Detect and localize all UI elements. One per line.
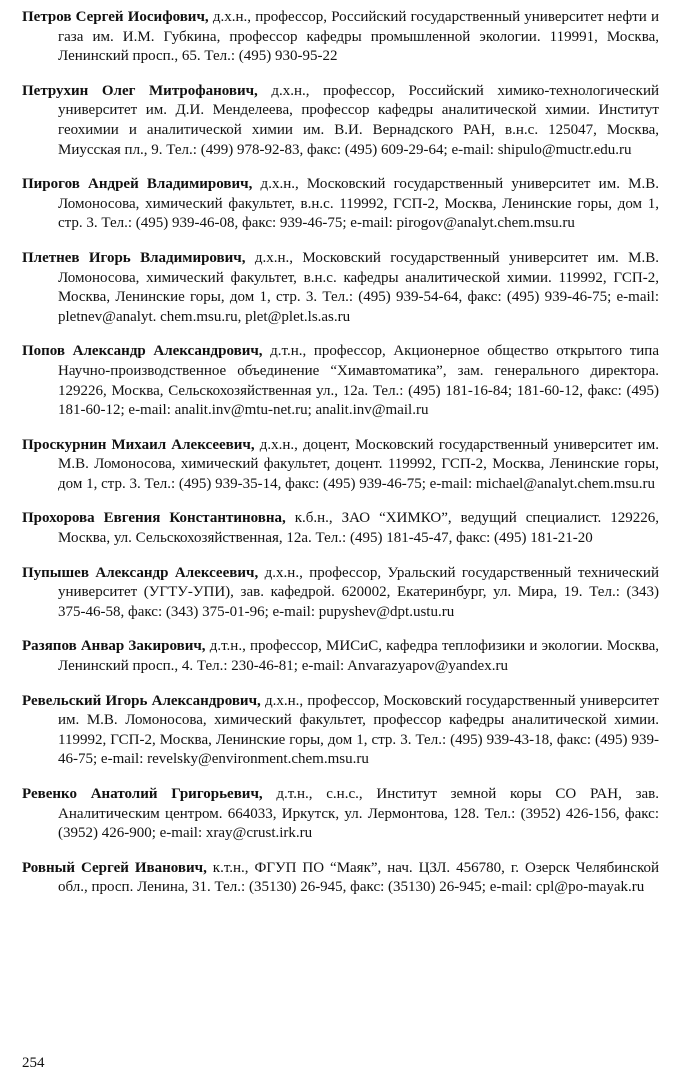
person-name: Ровный Сергей Иванович, [22, 859, 207, 876]
person-details: к.т.н., ФГУП ПО “Маяк”, нач. ЦЗЛ. 456780, г. Озерск Челябинской обл., просп. Ленина, 31. Тел.: (35130) 26-945, факс: (35130) 26-945; e-mail: cpl@po-mayak.ru [58, 859, 659, 896]
person-details: д.х.н., профессор, Российский государственный университет нефти и газа им. И.М. Губкина, профессор кафедры промышленной экологии. 119991, Москва, Ленинский просп., 65. Тел.: (495) 930-95-22 [58, 9, 659, 65]
person-details: д.х.н., профессор, Российский химико-технологический университет им. Д.И. Менделеева, профессор кафедры аналитической химии. Институт геохимии и аналитической химии им. В.И. Вернадского РАН, в.н.с. 125047, Москва, Миусская пл., 9. Тел.: (499) 978-92-83, факс: (495) 609-29-64; e-mail: shipulo@muctr.edu.ru [58, 82, 659, 158]
directory-entry [22, 785, 659, 844]
person-name: Петров Сергей Иосифович, [22, 9, 209, 25]
person-details: д.т.н., профессор, МИСиС, кафедра теплофизики и экологии. Москва, Ленинский просп., 4. Тел.: 230-46-81; e-mail: Anvarazyapov@yandex.ru [58, 638, 660, 675]
directory-entry [22, 509, 659, 548]
person-details: д.х.н., профессор, Московский государственный университет им. М.В. Ломоносова, химический факультет, профессор кафедры аналитической химии. 119992, ГСП-2, Москва, Ленинские горы, дом 1, стр. 3. Тел.: (495) 939-43-18, факс: (495) 939-46-75; e-mail: revelsky@environment.chem.msu.ru [58, 692, 659, 768]
page-number: 254 [22, 1055, 45, 1071]
person-details: д.х.н., Московский государственный университет им. М.В. Ломоносова, химический факультет, в.н.с. 119992, ГСП-2, Москва, Ленинские горы, дом 1, стр. 3. Тел.: (495) 939-46-08, факс: 939-46-75; e-mail: pirogov@analyt.chem.msu.ru [58, 176, 659, 232]
directory-entry [22, 175, 659, 234]
person-name: Проскурнин Михаил Алексеевич, [22, 436, 255, 453]
directory-entry [22, 8, 659, 67]
person-name: Попов Александр Александрович, [22, 343, 263, 360]
person-details: д.т.н., с.н.с., Институт земной коры СО РАН, зав. Аналитическим центром. 664033, Иркутск, ул. Лермонтова, 128. Тел.: (3952) 426-156, факс: (3952) 426-900; e-mail: xray@crust.irk.ru [58, 786, 659, 842]
directory-entry [22, 692, 659, 770]
person-name: Петрухин Олег Митрофанович, [22, 82, 258, 99]
directory-entry [22, 436, 659, 495]
directory-entry [22, 342, 659, 420]
person-name: Пирогов Андрей Владимирович, [22, 176, 253, 193]
person-name: Пупышев Александр Алексеевич, [22, 564, 259, 581]
person-name: Разяпов Анвар Закирович, [22, 638, 206, 655]
directory-entries [22, 8, 659, 898]
person-details: к.б.н., ЗАО “ХИМКО”, ведущий специалист. 129226, Москва, ул. Сельскохозяйственная, 12а. Тел.: (495) 181-45-47, факс: (495) 181-21-20 [58, 510, 660, 547]
person-name: Ревенко Анатолий Григорьевич, [22, 786, 263, 802]
person-name: Ревельский Игорь Александрович, [22, 692, 261, 709]
directory-entry [22, 859, 659, 898]
person-details: д.т.н., профессор, Акционерное общество открытого типа Научно-производственное объединение “Химавтоматика”, зам. генерального директора. 129226, Москва, Сельскохозяйственная ул., 12а. Тел.: (495) 181-16-84; 181-60-12, факс: (495) 181-60-12; e-mail: analit.inv@mtu-net.ru; analit.inv@mail.ru [58, 343, 659, 419]
directory-entry [22, 82, 659, 160]
person-details: д.х.н., Московский государственный университет им. М.В. Ломоносова, химический факультет, в.н.с. кафедры аналитической химии. 119992, ГСП-2, Москва, Ленинские горы, дом 1, стр. 3. Тел.: (495) 939-54-64, факс: (495) 939-46-75; e-mail: pletnev@analyt. chem.msu.ru, plet@plet.ls.as.ru [58, 249, 659, 325]
directory-entry [22, 249, 659, 327]
person-name: Прохорова Евгения Константиновна, [22, 510, 286, 527]
directory-entry [22, 637, 659, 676]
person-details: д.х.н., доцент, Московский государственный университет им. М.В. Ломоносова, химический факультет, доцент. 119992, ГСП-2, Москва, Ленинские горы, дом 1, стр. 3. Тел.: (495) 939-35-14, факс: (495) 939-46-75; e-mail: michael@analyt.chem.msu.ru [58, 436, 660, 492]
person-name: Плетнев Игорь Владимирович, [22, 249, 246, 266]
person-details: д.х.н., профессор, Уральский государственный технический университет (УГТУ-УПИ), зав. кафедрой. 620002, Екатеринбург, ул. Мира, 19. Тел.: (343) 375-46-58, факс: (343) 375-01-96; e-mail: pupyshev@dpt.ustu.ru [58, 564, 659, 620]
directory-entry [22, 564, 659, 623]
